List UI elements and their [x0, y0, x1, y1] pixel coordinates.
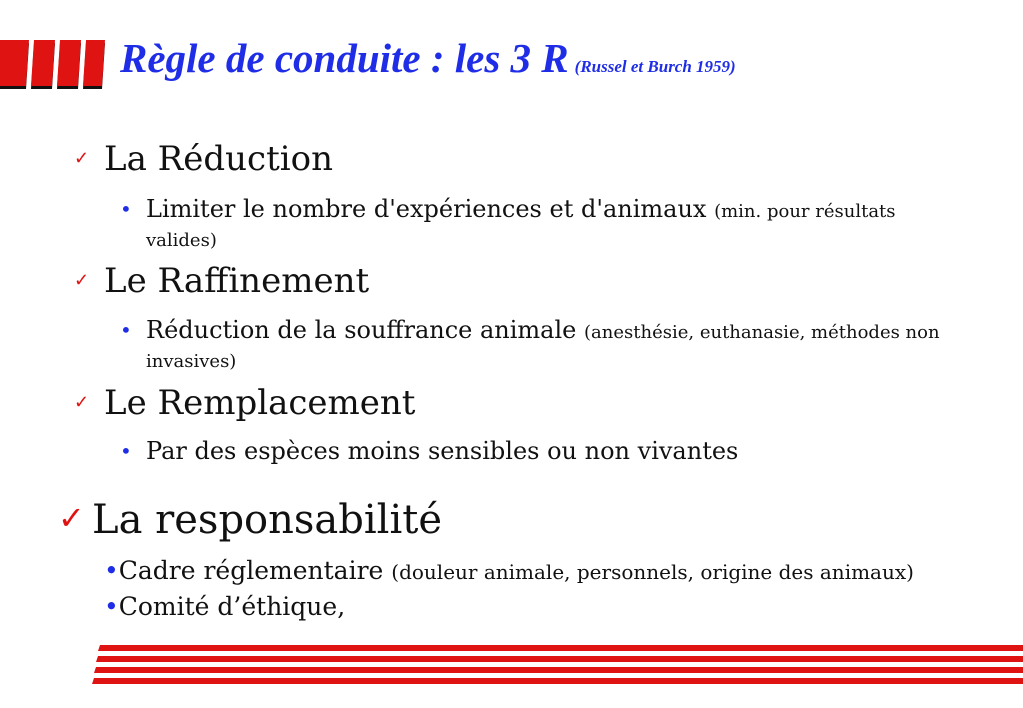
sub-item-raffinement — [120, 317, 946, 375]
item-heading: La responsabilité — [92, 497, 442, 543]
checkmark-icon: ✓ — [58, 499, 85, 537]
item-heading: Le Raffinement — [104, 261, 370, 301]
title-main: Règle de conduite : les 3 R — [120, 35, 569, 81]
bullet-icon: • — [120, 197, 132, 221]
sub-item-text: Limiter le nombre d'expériences et d'animaux — [146, 195, 707, 223]
sub-item-reduction — [120, 196, 946, 254]
bullet-icon: • — [104, 592, 119, 621]
sub-item-remplacement — [120, 438, 946, 465]
checkmark-icon: ✓ — [74, 270, 90, 291]
sub-item-note: (anesthésie, euthanasie, méthodes non invasives) — [146, 322, 940, 372]
sub-item-text: Par des espèces moins sensibles ou non vivantes — [146, 437, 739, 465]
sub-item-note: (douleur animale, personnels, origine des animaux) — [391, 560, 914, 584]
bullet-icon: • — [120, 318, 132, 342]
sub-item-text: Réduction de la souffrance animale — [146, 316, 577, 344]
item-heading: La Réduction — [104, 139, 333, 179]
list-item-raffinement — [74, 261, 370, 301]
sub-item-cadre — [104, 558, 914, 583]
checkmark-icon: ✓ — [74, 392, 90, 413]
slide-title — [120, 35, 736, 81]
footer-stripes — [92, 645, 1023, 685]
list-item-responsabilite — [58, 497, 442, 543]
item-heading: Le Remplacement — [104, 383, 416, 423]
sub-item-note: (min. pour résultats valides) — [146, 201, 896, 251]
sub-item-comite — [104, 594, 345, 619]
bullet-icon: • — [120, 439, 132, 463]
sub-item-text: Cadre réglementaire — [118, 556, 384, 585]
checkmark-icon: ✓ — [74, 148, 90, 169]
bullet-icon: • — [104, 556, 119, 585]
list-item-remplacement — [74, 383, 416, 423]
slanted-bars-logo — [0, 40, 106, 92]
sub-item-text: Comité d’éthique, — [118, 592, 346, 621]
list-item-reduction — [74, 139, 333, 179]
title-citation: (Russel et Burch 1959) — [574, 57, 736, 76]
